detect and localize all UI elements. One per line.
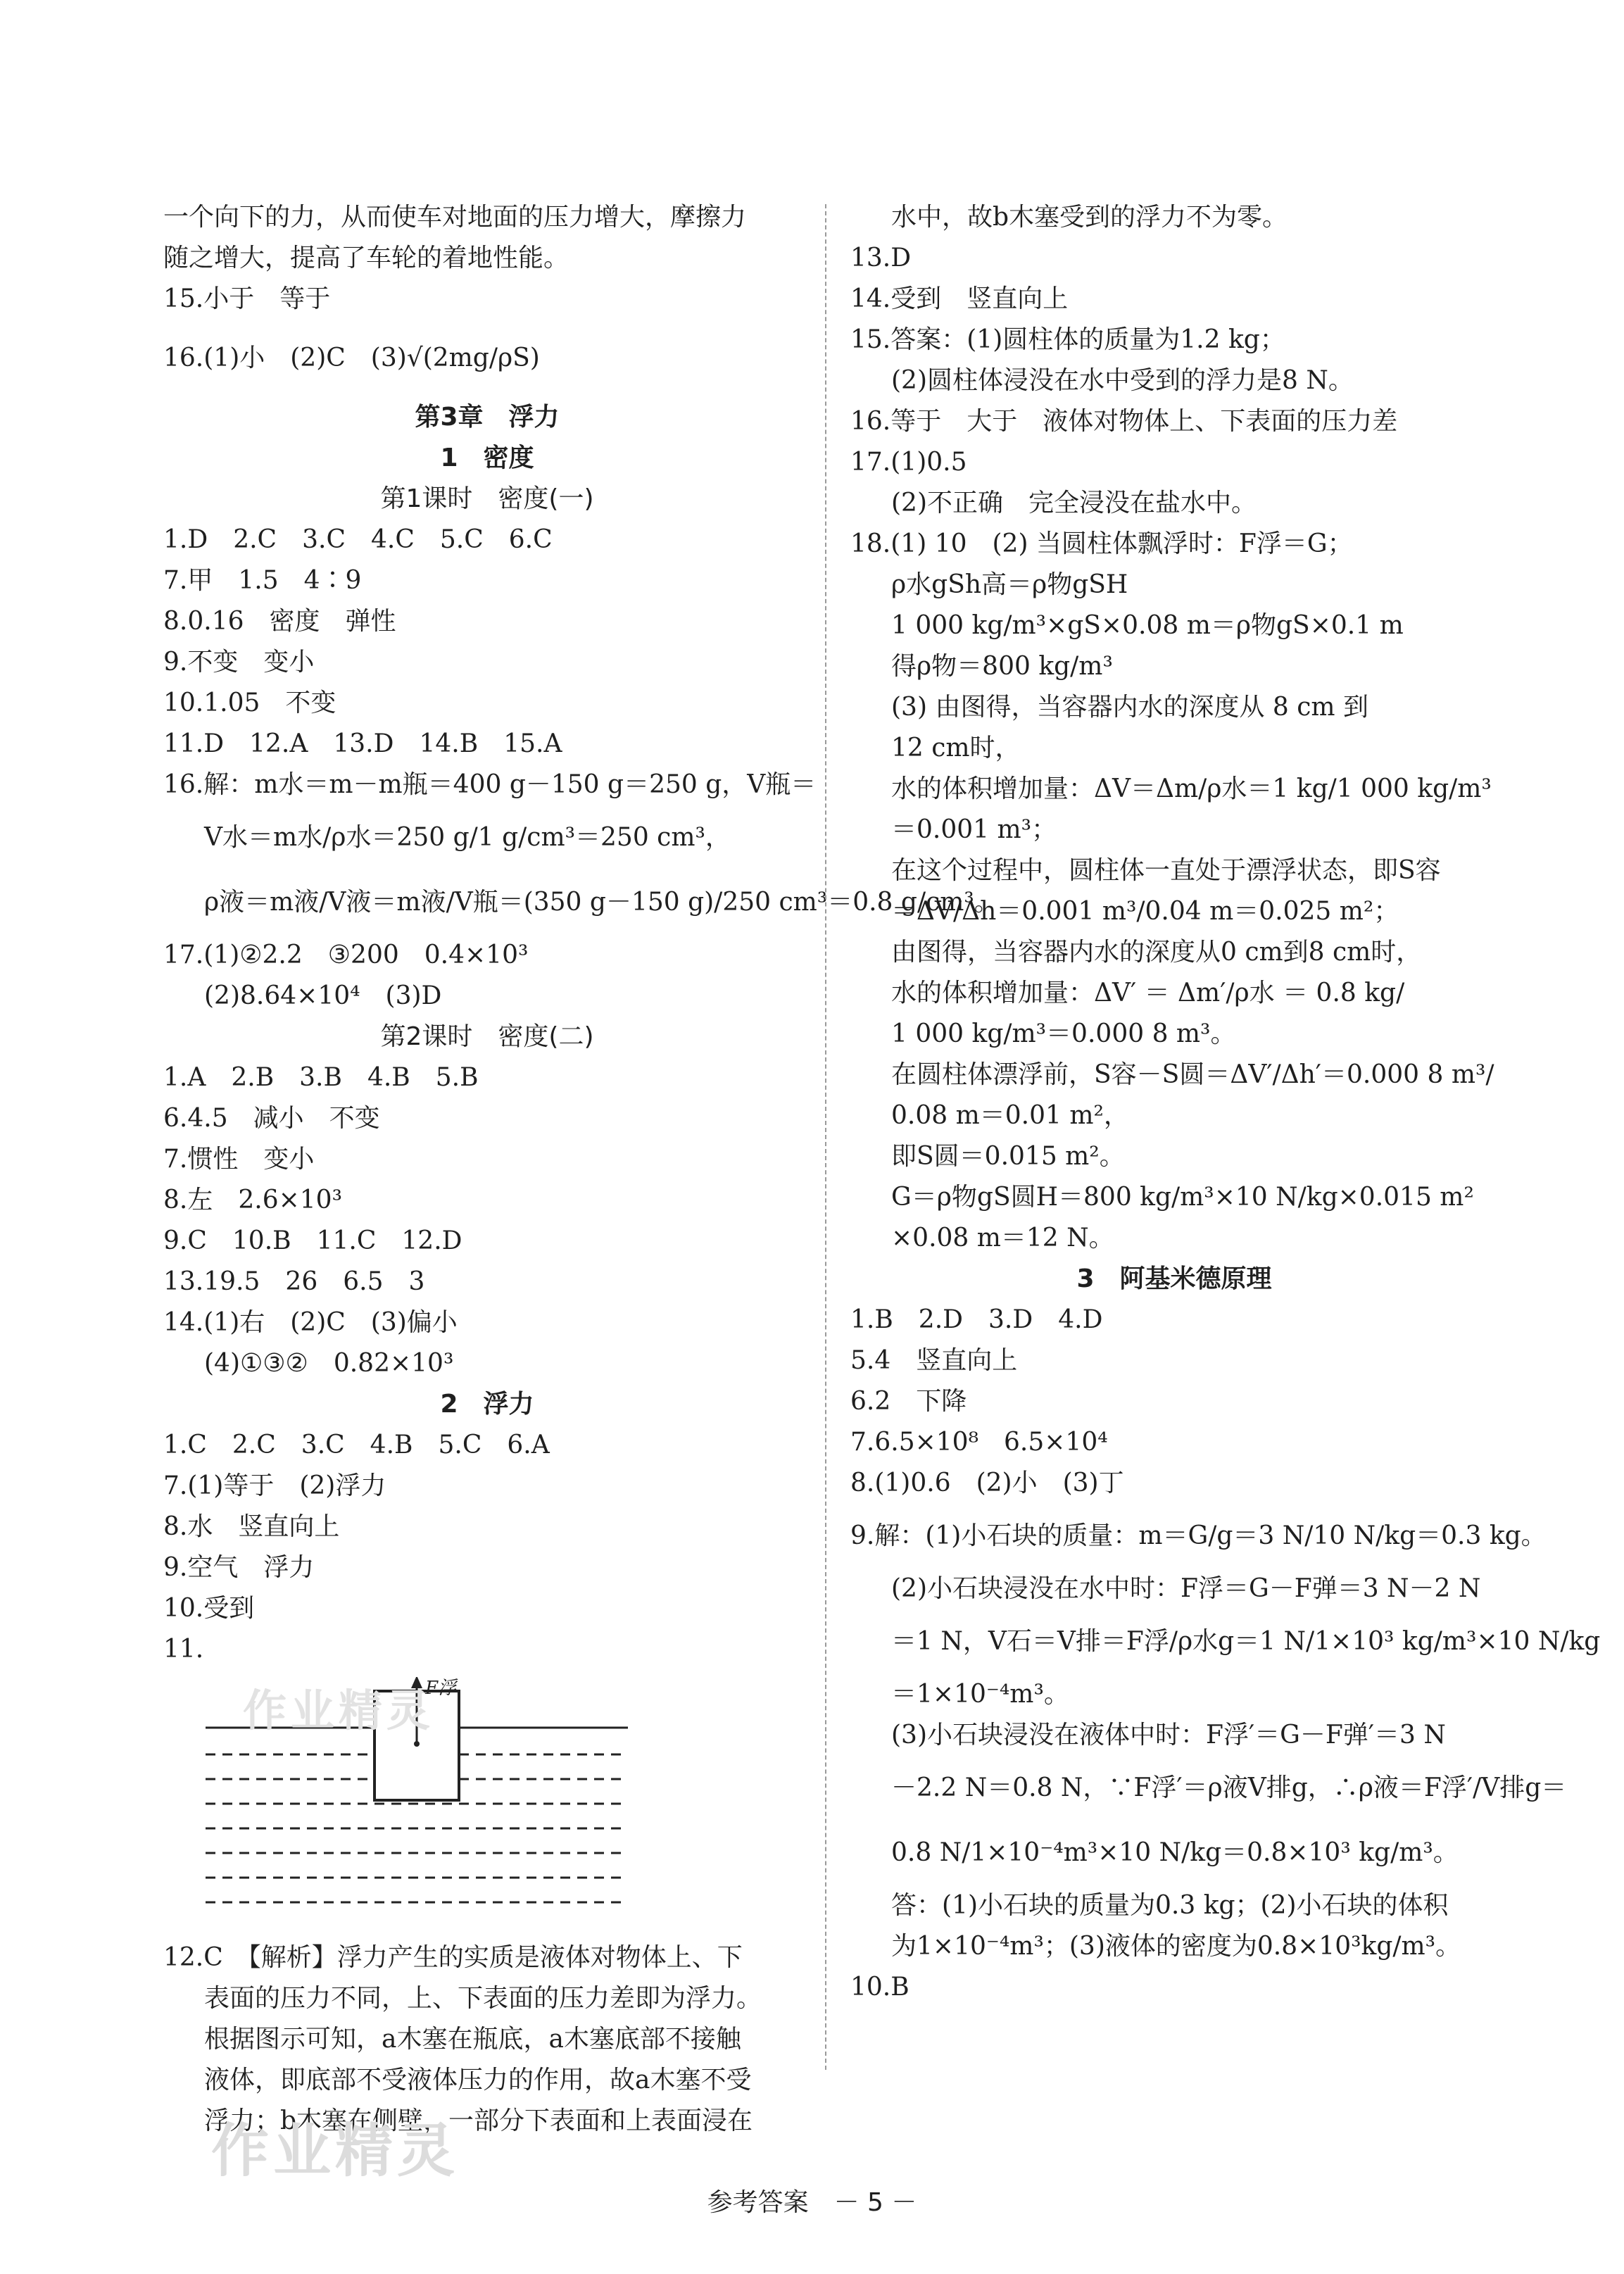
left-line: 1.D 2.C 3.C 4.C 5.C 6.C [163,525,553,554]
left-line: 第2课时 密度(二) [380,1022,594,1051]
left-line: 根据图示可知，a木塞在瓶底，a木塞底部不接触 [204,2025,741,2054]
right-line: 由图得，当容器内水的深度从0 cm到8 cm时， [891,938,1422,967]
right-line: 0.08 m＝0.01 m²， [891,1101,1129,1130]
left-line: 16.解：m水＝m－m瓶＝400 g－150 g＝250 g，V瓶＝ [163,770,817,799]
left-line: 液体，即底部不受液体压力的作用，故a木塞不受 [204,2066,752,2094]
left-line: 7.(1)等于 (2)浮力 [163,1471,386,1500]
left-line: 10.1.05 不变 [163,689,336,717]
column-divider [825,204,826,2070]
right-line: 18.(1) 10 (2) 当圆柱体飘浮时：F浮＝G； [850,529,1353,558]
right-line: 水的体积增加量：ΔV＝Δm/ρ水＝1 kg/1 000 kg/m³ [891,774,1492,803]
right-line: (2)不正确 完全浸没在盐水中。 [891,489,1257,517]
watermark-top: 作业精灵 [243,1685,435,1736]
right-line: (3) 由图得，当容器内水的深度从 8 cm 到 [891,693,1368,722]
left-line: 8.左 2.6×10³ [163,1186,343,1214]
right-line: 在圆柱体漂浮前，S容－S圆＝ΔV′/Δh′＝0.000 8 m³/ [891,1060,1494,1089]
right-column [850,197,1601,2008]
page-footer: 参考答案 － 5 － [707,2188,917,2217]
right-line: 12 cm时， [891,734,1021,762]
right-line: 16.等于 大于 液体对物体上、下表面的压力差 [850,407,1398,436]
right-line: ＝ΔV/Δh＝0.001 m³/0.04 m＝0.025 m²； [891,897,1399,926]
right-line: (2)圆柱体浸没在水中受到的浮力是8 N。 [891,366,1354,395]
left-line: 7.甲 1.5 4∶9 [163,566,362,595]
left-line: 9.空气 浮力 [163,1553,315,1582]
right-line: ＝1 N，V石＝V排＝F浮/ρ水g＝1 N/1×10³ kg/m³×10 N/kg [891,1627,1601,1656]
left-line: 9.不变 变小 [163,648,315,677]
left-line: 11.D 12.A 13.D 14.B 15.A [163,729,562,758]
right-line: 得ρ物＝800 kg/m³ [891,652,1113,681]
right-line: 答：(1)小石块的质量为0.3 kg；(2)小石块的体积 [891,1891,1449,1920]
buoyant-force-label: F浮 [425,1678,457,1699]
right-line: 1.B 2.D 3.D 4.D [850,1305,1103,1334]
right-line: (2)小石块浸没在水中时：F浮＝G－F弹＝3 N－2 N [891,1574,1481,1603]
watermark-bottom: 作业精灵 [211,2118,460,2185]
right-line: 即S圆＝0.015 m²。 [891,1142,1125,1171]
left-line: 随之增大，提高了车轮的着地性能。 [163,244,569,272]
right-line: 14.受到 竖直向上 [850,284,1069,313]
left-line: 16.(1)小 (2)C (3)√(2mg/ρS) [163,344,540,372]
left-line: 6.4.5 减小 不变 [163,1104,380,1133]
left-line: 第3章 浮力 [415,403,560,432]
left-line: 17.(1)②2.2 ③200 0.4×10³ [163,941,529,969]
right-line: 为1×10⁻⁴m³；(3)液体的密度为0.8×10³kg/m³。 [891,1932,1461,1961]
left-line: 浮力；b木塞在侧壁，一部分下表面和上表面浸在 [204,2106,753,2135]
left-line: 15.小于 等于 [163,284,331,313]
right-line: －2.2 N＝0.8 N，∵F浮′＝ρ液V排g，∴ρ液＝F浮′/V排g＝ [891,1773,1567,1802]
right-line: ×0.08 m＝12 N。 [891,1224,1114,1252]
left-line: 13.19.5 26 6.5 3 [163,1267,425,1296]
left-line: (4)①③② 0.82×10³ [204,1349,454,1378]
right-line: 10.B [850,1973,909,2002]
right-line: 5.4 竖直向上 [850,1346,1018,1375]
right-line: 在这个过程中，圆柱体一直处于漂浮状态，即S容 [891,856,1441,885]
left-line: 第1课时 密度(一) [380,484,594,513]
left-line: 1.A 2.B 3.B 4.B 5.B [163,1063,479,1092]
right-line: 8.(1)0.6 (2)小 (3)丁 [850,1469,1124,1497]
right-line: (3)小石块浸没在液体中时：F浮′＝G－F弹′＝3 N [891,1721,1446,1750]
left-line: 1.C 2.C 3.C 4.B 5.C 6.A [163,1431,550,1459]
left-line: 14.(1)右 (2)C (3)偏小 [163,1308,458,1337]
right-line: ＝0.001 m³； [891,815,1057,844]
right-line: 水中，故b木塞受到的浮力不为零。 [891,203,1288,232]
right-line: 9.解：(1)小石块的质量：m＝G/g＝3 N/10 N/kg＝0.3 kg。 [850,1521,1547,1550]
left-line: 表面的压力不同，上、下表面的压力差即为浮力。 [204,1984,762,2013]
right-line: 水的体积增加量：ΔV′ ＝ Δm′/ρ水 ＝ 0.8 kg/ [891,979,1405,1007]
left-line: V水＝m水/ρ水＝250 g/1 g/cm³＝250 cm³， [204,823,731,852]
right-line: G＝ρ物gS圆H＝800 kg/m³×10 N/kg×0.015 m² [891,1183,1474,1212]
right-line: 6.2 下降 [850,1387,967,1416]
right-line: 3 阿基米德原理 [1076,1264,1272,1293]
right-line: 0.8 N/1×10⁻⁴m³×10 N/kg＝0.8×10³ kg/m³。 [891,1838,1459,1867]
right-line: 1 000 kg/m³×gS×0.08 m＝ρ物gS×0.1 m [891,611,1404,640]
left-line: 9.C 10.B 11.C 12.D [163,1226,462,1255]
left-line: 2 浮力 [440,1390,534,1419]
right-line: 1 000 kg/m³＝0.000 8 m³。 [891,1019,1236,1048]
left-line: 7.惯性 变小 [163,1145,315,1174]
left-line: 一个向下的力，从而使车对地面的压力增大，摩擦力 [163,203,747,232]
right-line: ＝1×10⁻⁴m³。 [891,1680,1069,1709]
left-line: 10.受到 [163,1594,255,1623]
left-line: 11. [163,1635,204,1664]
left-line: 8.水 竖直向上 [163,1512,340,1541]
right-line: ρ水gSh高＝ρ物gSH [891,570,1128,599]
left-line: (2)8.64×10⁴ (3)D [204,981,442,1010]
right-line: 17.(1)0.5 [850,448,967,477]
right-line: 15.答案：(1)圆柱体的质量为1.2 kg； [850,325,1285,354]
right-line: 13.D [850,244,912,272]
right-line: 7.6.5×10⁸ 6.5×10⁴ [850,1428,1108,1457]
left-line: ρ液＝m液/V液＝m液/V瓶＝(350 g－150 g)/250 cm³＝0.8 g/cm³。 [204,888,1000,917]
left-line: 8.0.16 密度 弹性 [163,607,396,636]
left-line: 1 密度 [440,444,534,472]
left-line: 12.C 【解析】浮力产生的实质是液体对物体上、下 [163,1943,743,1972]
